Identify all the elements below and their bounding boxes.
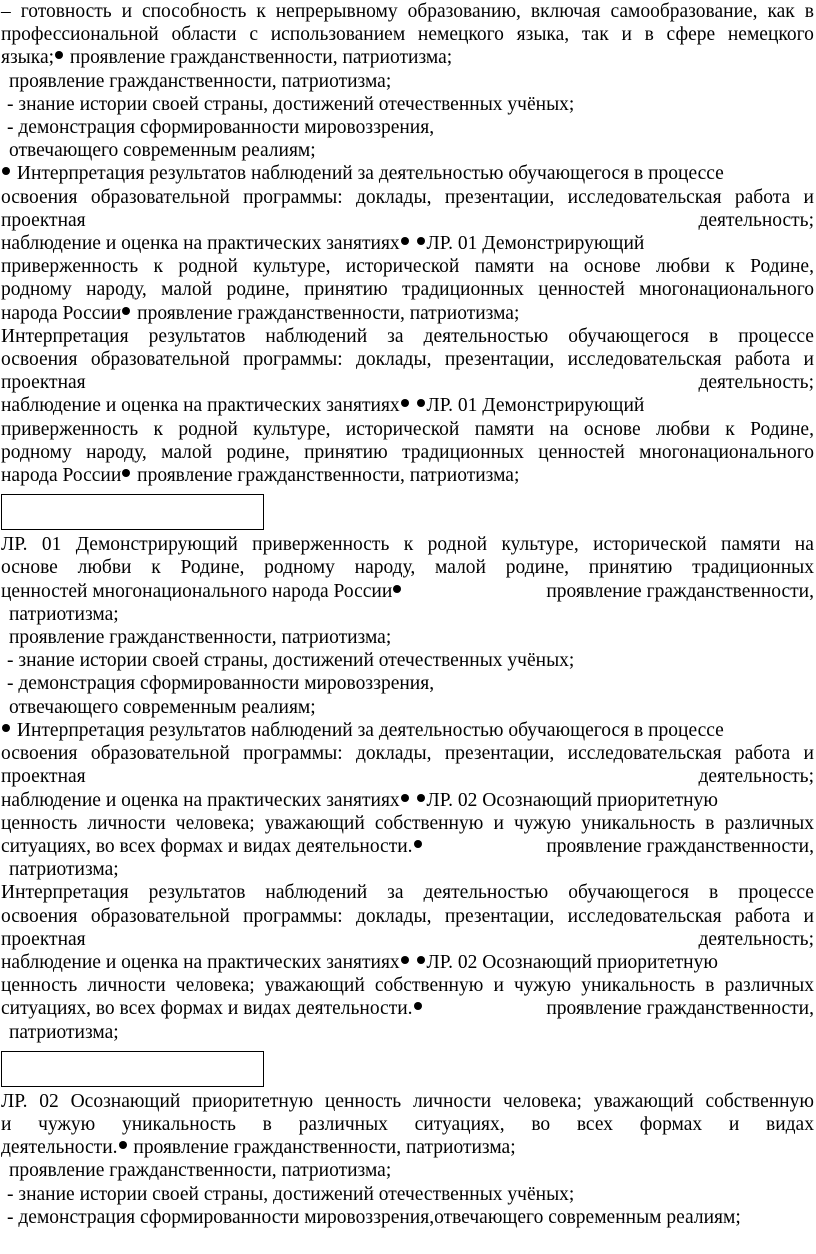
text-line: Интерпретация результатов наблюдений за деятельностью обучающегося в процессе	[1, 882, 814, 904]
text-line: - знание истории своей страны, достижений отечественных учёных;	[7, 93, 575, 115]
text-line: Интерпретация результатов наблюдений за деятельностью обучающегося в процессе	[1, 162, 814, 185]
bullet-icon	[2, 167, 10, 175]
text-line: патриотизма;	[9, 859, 119, 881]
empty-table-cell	[1, 494, 264, 530]
document-page	[1, 0, 814, 1229]
bullet-icon	[401, 237, 409, 245]
text-line: родному народу, малой родине, принятию традиционных ценностей многонационального	[1, 441, 814, 463]
text-line: освоения образовательной программы: доклады, презентации, исследовательская работа и	[1, 186, 814, 208]
text-line: - демонстрация сформированности мировоззрения,	[7, 117, 435, 139]
text-line: освоения образовательной программы: доклады, презентации, исследовательская работа и	[1, 905, 814, 927]
text-line: профессиональной области с использованием немецкого языка, так и в сфере немецкого	[1, 24, 814, 46]
bullet-icon	[119, 1141, 127, 1149]
text-line: наблюдение и оценка на практических занятиях ЛР. 02 Осознающий приоритетную	[1, 789, 718, 811]
text-line: наблюдение и оценка на практических занятиях ЛР. 02 Осознающий приоритетную	[1, 951, 718, 973]
text-line: ситуациях, во всех формах и видах деятельности. проявление гражданственности,	[1, 835, 814, 857]
text-line: освоения образовательной программы: доклады, презентации, исследовательская работа и	[1, 349, 814, 371]
text-line: проявление гражданственности, патриотизма;	[9, 1160, 392, 1182]
text-block-2	[1, 533, 814, 1043]
text-line: проектная деятельность;	[1, 928, 814, 950]
text-line: ситуациях, во всех формах и видах деятельности. проявление гражданственности,	[1, 998, 814, 1020]
text-line: наблюдение и оценка на практических занятиях ЛР. 01 Демонстрирующий	[1, 233, 645, 255]
text-line: народа России проявление гражданственности, патриотизма;	[1, 465, 520, 487]
bullet-icon	[401, 956, 409, 964]
text-line: языка; проявление гражданственности, патриотизма;	[1, 47, 453, 69]
text-line: и чужую уникальность в различных ситуациях, во всех формах и видах	[1, 1113, 814, 1135]
bullet-icon	[401, 794, 409, 802]
text-line: народа России проявление гражданственности, патриотизма;	[1, 302, 520, 324]
text-line: ценность личности человека; уважающий собственную и чужую уникальность в различных	[1, 975, 814, 997]
text-line: деятельности. проявление гражданственности, патриотизма;	[1, 1137, 516, 1159]
bullet-icon	[55, 51, 63, 59]
text-line: - демонстрация сформированности мировоззрения,	[7, 673, 435, 695]
bullet-icon	[417, 956, 425, 964]
bullet-icon	[393, 585, 401, 593]
bullet-icon	[414, 840, 422, 848]
text-line: освоения образовательной программы: доклады, презентации, исследовательская работа и	[1, 743, 814, 765]
text-block-3	[1, 1090, 814, 1229]
text-line: патриотизма;	[9, 603, 119, 625]
bullet-icon	[417, 399, 425, 407]
text-line: отвечающего современным реалиям;	[9, 140, 316, 162]
text-line: - знание истории своей страны, достижений отечественных учёных;	[7, 1183, 575, 1205]
text-line: - знание истории своей страны, достижений отечественных учёных;	[7, 650, 575, 672]
text-line: ценность личности человека; уважающий собственную и чужую уникальность в различных	[1, 812, 814, 834]
empty-table-cell	[1, 1051, 264, 1087]
bullet-icon	[122, 469, 130, 477]
text-line: проявление гражданственности, патриотизма;	[9, 70, 392, 92]
text-line: – готовность и способность к непрерывному образованию, включая самообразование, как в	[1, 1, 814, 22]
bullet-icon	[417, 794, 425, 802]
text-line: проектная деятельность;	[1, 209, 814, 231]
text-line: ЛР. 02 Осознающий приоритетную ценность личности человека; уважающий собственную	[1, 1090, 814, 1112]
bullet-icon	[122, 307, 130, 315]
text-line: проектная деятельность;	[1, 372, 814, 394]
text-line: Интерпретация результатов наблюдений за деятельностью обучающегося в процессе	[1, 325, 814, 347]
text-line: наблюдение и оценка на практических занятиях ЛР. 01 Демонстрирующий	[1, 395, 645, 417]
text-line: приверженность к родной культуре, исторической памяти на основе любви к Родине,	[1, 256, 814, 278]
text-line: основе любви к Родине, родному народу, малой родине, принятию традиционных	[1, 557, 814, 579]
text-line: проявление гражданственности, патриотизма;	[9, 627, 392, 649]
text-line: ценностей многонационального народа России проявление гражданственности,	[1, 580, 814, 602]
bullet-icon	[401, 399, 409, 407]
text-block-1	[1, 0, 814, 487]
text-line: Интерпретация результатов наблюдений за деятельностью обучающегося в процессе	[1, 719, 814, 742]
text-line: ЛР. 01 Демонстрирующий приверженность к родной культуре, исторической памяти на	[1, 534, 814, 556]
text-line: - демонстрация сформированности мировоззрения,отвечающего современным реалиям;	[7, 1206, 741, 1228]
text-line: проектная деятельность;	[1, 766, 814, 788]
bullet-icon	[414, 1002, 422, 1010]
bullet-icon	[2, 724, 10, 732]
text-line: патриотизма;	[9, 1021, 119, 1043]
text-line: родному народу, малой родине, принятию традиционных ценностей многонационального	[1, 279, 814, 301]
text-line: отвечающего современным реалиям;	[9, 696, 316, 718]
text-line: приверженность к родной культуре, исторической памяти на основе любви к Родине,	[1, 418, 814, 440]
bullet-icon	[417, 237, 425, 245]
